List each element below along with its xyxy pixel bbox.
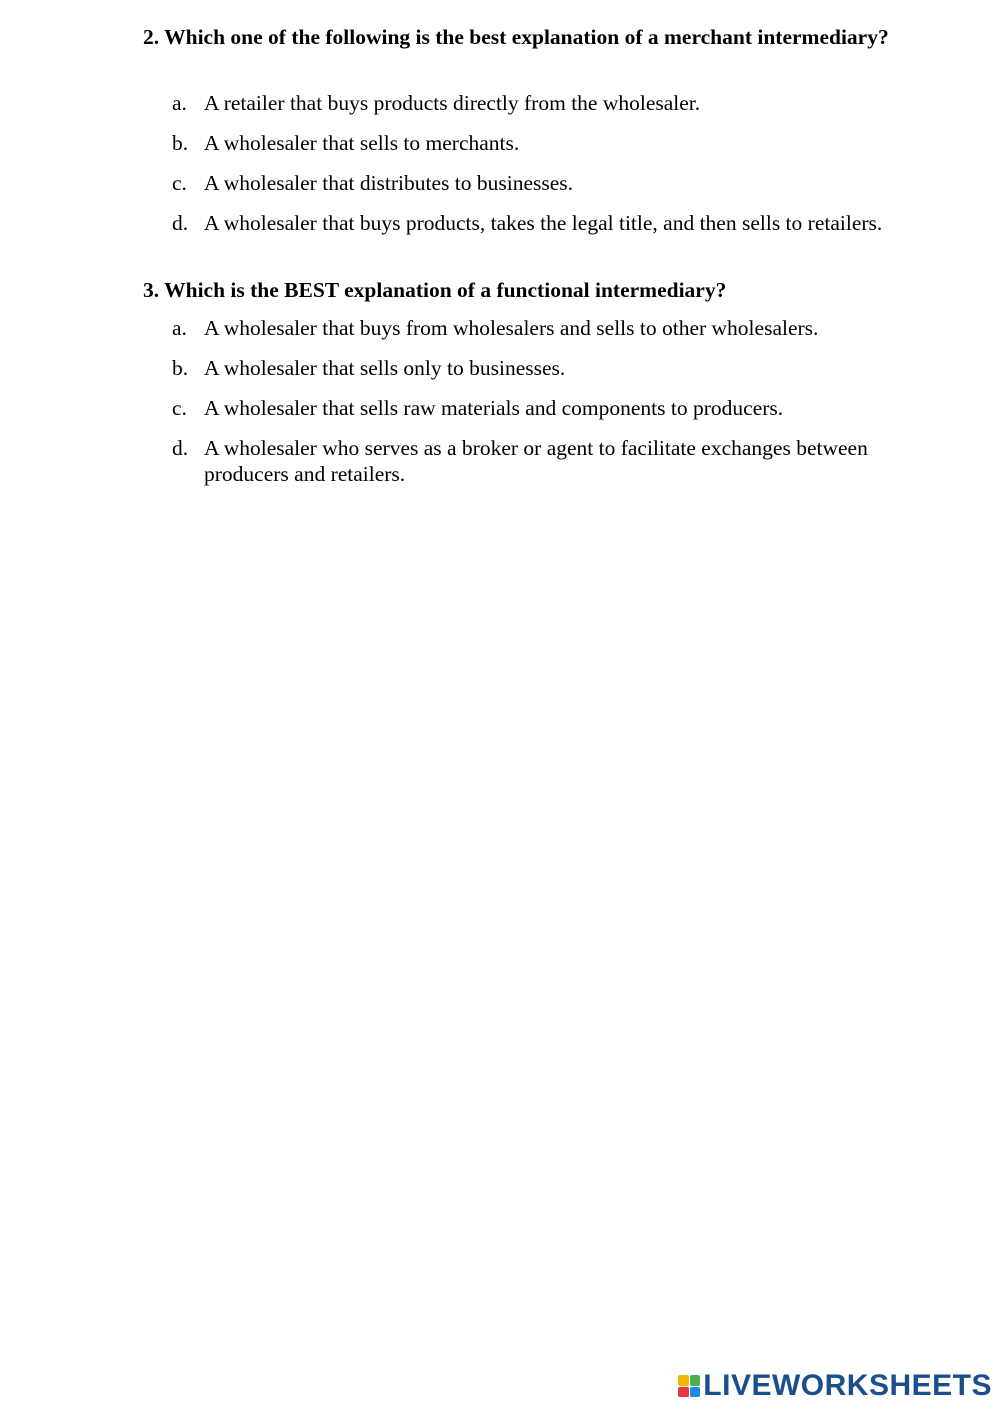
question-2-options bbox=[172, 90, 892, 250]
option-3c[interactable] bbox=[172, 395, 892, 421]
option-text: A retailer that buys products directly from the wholesaler. bbox=[204, 91, 701, 115]
option-text: A wholesaler that buys from wholesalers and sells to other wholesalers. bbox=[204, 316, 819, 340]
option-letter: c. bbox=[172, 171, 187, 195]
logo-mark-icon bbox=[678, 1375, 700, 1397]
logo-mark-square bbox=[678, 1375, 689, 1386]
logo-text: LIVEWORKSHEETS bbox=[703, 1369, 992, 1402]
option-2c[interactable] bbox=[172, 170, 892, 196]
option-text: A wholesaler that sells only to businesses. bbox=[204, 356, 566, 380]
option-2d[interactable] bbox=[172, 210, 892, 236]
logo-mark-square bbox=[690, 1387, 701, 1398]
option-3d[interactable] bbox=[172, 435, 892, 487]
option-text: A wholesaler who serves as a broker or agent to facilitate exchanges between producers and retailers. bbox=[204, 436, 868, 486]
option-letter: a. bbox=[172, 316, 187, 340]
question-2: 2. Which one of the following is the best explanation of a merchant intermediary? bbox=[143, 25, 889, 49]
option-letter: d. bbox=[172, 436, 189, 460]
option-2a[interactable] bbox=[172, 90, 892, 116]
option-3a[interactable] bbox=[172, 315, 892, 341]
option-letter: a. bbox=[172, 91, 187, 115]
option-text: A wholesaler that sells to merchants. bbox=[204, 131, 520, 155]
logo-mark-square bbox=[678, 1387, 689, 1398]
option-letter: c. bbox=[172, 396, 187, 420]
option-text: A wholesaler that sells raw materials and components to producers. bbox=[204, 396, 784, 420]
option-letter: b. bbox=[172, 356, 189, 380]
question-3-options bbox=[172, 315, 892, 501]
option-letter: d. bbox=[172, 211, 189, 235]
option-letter: b. bbox=[172, 131, 189, 155]
option-text: A wholesaler that distributes to businesses. bbox=[204, 171, 574, 195]
option-text: A wholesaler that buys products, takes the legal title, and then sells to retailers. bbox=[204, 211, 883, 235]
option-2b[interactable] bbox=[172, 130, 892, 156]
question-3: 3. Which is the BEST explanation of a functional intermediary? bbox=[143, 278, 727, 302]
option-3b[interactable] bbox=[172, 355, 892, 381]
logo-mark-square bbox=[690, 1375, 701, 1386]
liveworksheets-logo bbox=[678, 1369, 992, 1403]
